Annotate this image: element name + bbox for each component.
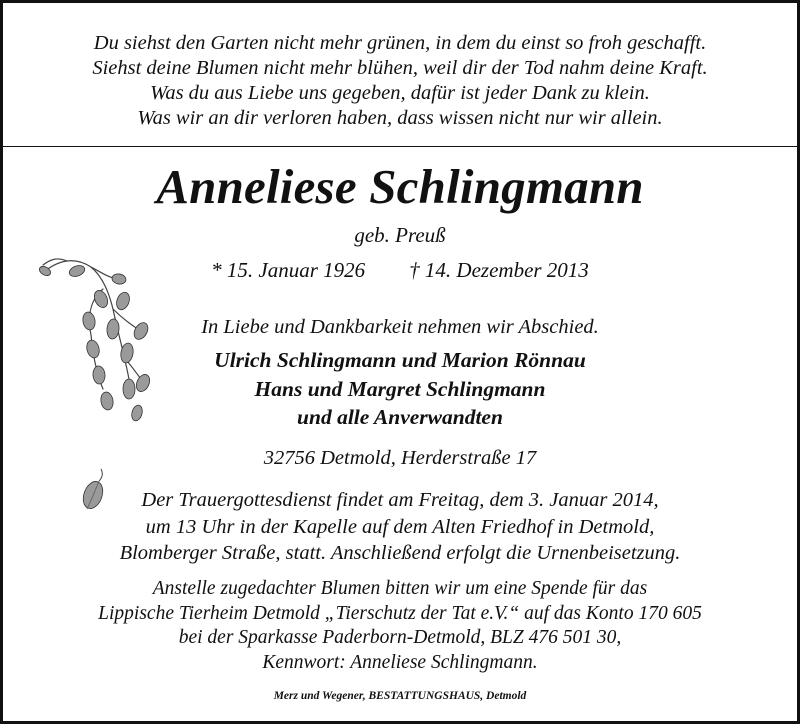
farewell-line: In Liebe und Dankbarkeit nehmen wir Abschied. [201,316,599,338]
funeral-home-credit: Merz und Wegener, BESTATTUNGSHAUS, Detmold [273,690,527,702]
poem-verse [3,31,797,131]
mourner-line: und alle Anverwandten [297,405,503,429]
donation-line: Lippische Tierheim Detmold „Tierschutz der Tat e.V.“ auf das Konto 170 605 [98,602,702,624]
family-address: 32756 Detmold, Herderstraße 17 [263,447,537,469]
poem-line: Siehst deine Blumen nicht mehr blühen, weil dir der Tod nahm deine Kraft. [92,57,708,79]
mourner-line: Hans und Margret Schlingmann [254,376,546,401]
death-date: † 14. Dezember 2013 [409,258,589,282]
service-line: Blomberger Straße, statt. Anschließend erfolgt die Urnenbeisetzung. [119,542,681,564]
maiden-name: geb. Preuß [354,223,446,247]
poem-line: Was du aus Liebe uns gegeben, dafür ist jeder Dank zu klein. [150,82,650,104]
donation-line: bei der Sparkasse Paderborn-Detmold, BLZ 476 501 30, [178,627,622,648]
service-info [3,487,797,567]
donation-request [3,577,797,675]
divider-line [3,146,797,147]
birth-date: * 15. Januar 1926 [211,258,366,282]
poem-line: Was wir an dir verloren haben, dass wissen nicht nur wir allein. [137,107,663,129]
mourners-list [3,346,797,432]
poem-line: Du siehst den Garten nicht mehr grünen, in dem du einst so froh geschafft. [93,32,707,54]
donation-line: Kennwort: Anneliese Schlingmann. [262,651,538,673]
service-line: um 13 Uhr in der Kapelle auf dem Alten Friedhof in Detmold, [145,515,655,538]
mourner-line: Ulrich Schlingmann und Marion Rönnau [214,348,586,372]
service-line: Der Trauergottesdienst findet am Freitag, dem 3. Januar 2014, [141,489,659,511]
deceased-name: Anneliese Schlingmann [156,159,644,214]
donation-line: Anstelle zugedachter Blumen bitten wir um eine Spende für das [152,578,648,599]
